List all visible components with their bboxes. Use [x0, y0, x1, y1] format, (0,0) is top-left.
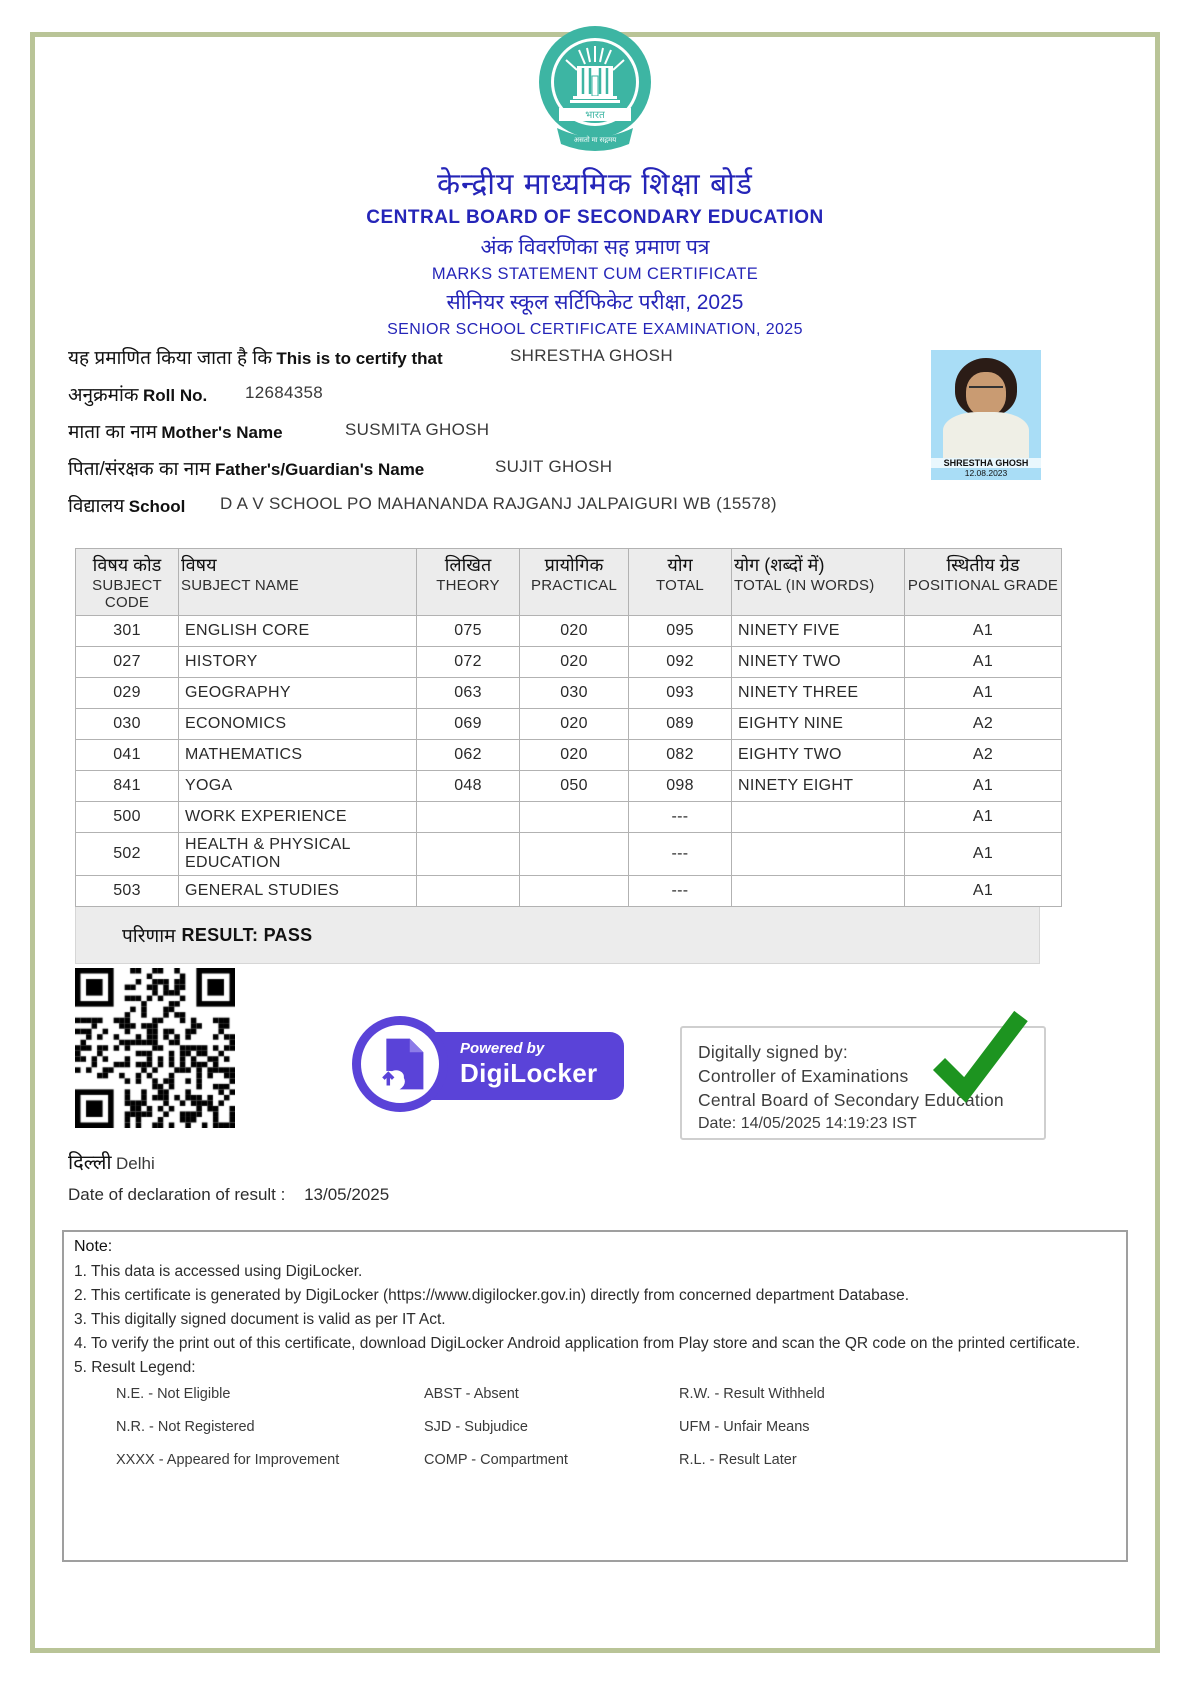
cell-theory: 069 — [417, 709, 520, 740]
cbse-emblem-icon — [535, 24, 655, 158]
cell-total: --- — [629, 802, 732, 833]
table-row — [76, 876, 1062, 907]
certify-label-hindi: यह प्रमाणित किया जाता है कि — [68, 348, 272, 369]
cell-name: YOGA — [179, 771, 417, 802]
qr-code — [75, 968, 235, 1128]
signature-date: Date: 14/05/2025 14:19:23 IST — [698, 1115, 917, 1132]
table-row — [76, 647, 1062, 678]
certify-label-english: This is to certify that — [276, 349, 443, 368]
table-row — [76, 709, 1062, 740]
cell-words — [732, 802, 905, 833]
doc-title-english: MARKS STATEMENT CUM CERTIFICATE — [431, 265, 759, 283]
column-header-english: PRACTICAL — [531, 577, 617, 594]
column-header-theory — [417, 549, 520, 616]
marks-table — [75, 548, 1062, 907]
column-header-english: THEORY — [436, 577, 500, 594]
cell-total: --- — [629, 876, 732, 907]
column-header-english: SUBJECT NAME — [181, 577, 299, 594]
cell-grade: A2 — [905, 740, 1062, 771]
cell-code: 500 — [76, 802, 179, 833]
cell-words — [732, 833, 905, 876]
cell-practical: 050 — [520, 771, 629, 802]
cell-grade: A1 — [905, 771, 1062, 802]
cell-name: GENERAL STUDIES — [179, 876, 417, 907]
cell-practical — [520, 802, 629, 833]
student-info — [68, 344, 918, 529]
note-item: 4. To verify the print out of this certificate, download DigiLocker Android application from Play store and scan the QR code on the printed certificate. — [74, 1335, 1081, 1352]
column-header-hindi: स्थितीय ग्रेड — [946, 555, 1020, 575]
place-line — [68, 1148, 155, 1175]
cell-theory: 062 — [417, 740, 520, 771]
cell-words: EIGHTY NINE — [732, 709, 905, 740]
cell-code: 027 — [76, 647, 179, 678]
cell-words: NINETY TWO — [732, 647, 905, 678]
doc-title-hindi: अंक विवरणिका सह प्रमाण पत्र — [480, 236, 710, 259]
logo-motto-text: असतो मा सद्गमय — [573, 137, 617, 144]
signature-valid-check-icon — [925, 1008, 1029, 1106]
mother-row — [68, 418, 918, 455]
digilocker-brand: DigiLocker — [460, 1058, 598, 1088]
legend-entry: R.W. - Result Withheld — [679, 1386, 825, 1402]
cell-name: GEOGRAPHY — [179, 678, 417, 709]
cell-code: 841 — [76, 771, 179, 802]
table-row — [76, 678, 1062, 709]
cell-code: 029 — [76, 678, 179, 709]
student-photo — [931, 350, 1041, 480]
mother-label-hindi: माता का नाम — [68, 422, 157, 443]
cell-words: EIGHTY TWO — [732, 740, 905, 771]
note-items — [74, 1260, 1116, 1380]
cell-code: 030 — [76, 709, 179, 740]
roll-row — [68, 381, 918, 418]
marks-table-body — [76, 616, 1062, 907]
cell-code: 301 — [76, 616, 179, 647]
legend-entry: SJD - Subjudice — [424, 1419, 528, 1435]
certify-row — [68, 344, 918, 381]
cell-theory: 063 — [417, 678, 520, 709]
cell-total: 092 — [629, 647, 732, 678]
cell-theory — [417, 802, 520, 833]
note-item: 1. This data is accessed using DigiLocker. — [74, 1263, 363, 1280]
signature-line-3: Central Board of Secondary Education — [698, 1090, 1004, 1110]
org-name-hindi: केन्द्रीय माध्यमिक शिक्षा बोर्ड — [437, 168, 753, 201]
cell-code: 503 — [76, 876, 179, 907]
cell-practical: 020 — [520, 616, 629, 647]
column-header-english: TOTAL — [656, 577, 704, 594]
table-row — [76, 802, 1062, 833]
mother-label-english: Mother's Name — [161, 423, 283, 442]
column-header-hindi: प्रायोगिक — [544, 555, 604, 575]
cell-name: HISTORY — [179, 647, 417, 678]
school-label-english: School — [128, 497, 186, 516]
place-english: Delhi — [116, 1154, 155, 1173]
cell-grade: A1 — [905, 833, 1062, 876]
column-header-english: SUBJECT CODE — [92, 577, 162, 611]
result-label-hindi: परिणाम — [122, 926, 176, 947]
cell-code: 502 — [76, 833, 179, 876]
note-title: Note: — [74, 1238, 113, 1255]
cell-total: 098 — [629, 771, 732, 802]
cell-theory: 072 — [417, 647, 520, 678]
cell-words: NINETY EIGHT — [732, 771, 905, 802]
cbse-logo — [0, 24, 1190, 158]
result-band — [75, 907, 1040, 964]
student-name: SHRESTHA GHOSH — [510, 346, 673, 365]
cell-name: ECONOMICS — [179, 709, 417, 740]
school-row — [68, 492, 918, 529]
legend-row — [74, 1419, 1116, 1435]
cell-theory: 075 — [417, 616, 520, 647]
place-hindi: दिल्ली — [68, 1152, 112, 1174]
photo-caption-date: 12.08.2023 — [964, 468, 1008, 478]
school-name: D A V SCHOOL PO MAHANANDA RAJGANJ JALPAIGURI WB (15578) — [220, 494, 777, 513]
cell-practical: 030 — [520, 678, 629, 709]
cell-practical: 020 — [520, 740, 629, 771]
declaration-date: 13/05/2025 — [304, 1185, 390, 1204]
father-name: SUJIT GHOSH — [495, 457, 613, 476]
digilocker-badge — [352, 1016, 624, 1114]
legend-entry: ABST - Absent — [424, 1386, 519, 1402]
note-item: 5. Result Legend: — [74, 1359, 196, 1376]
column-header-hindi: योग (शब्दों में) — [734, 555, 825, 575]
cell-practical: 020 — [520, 709, 629, 740]
father-label-hindi: पिता/संरक्षक का नाम — [68, 459, 211, 480]
column-header-words — [732, 549, 905, 616]
legend-entry: COMP - Compartment — [424, 1452, 568, 1468]
cell-grade: A1 — [905, 647, 1062, 678]
cell-name: WORK EXPERIENCE — [179, 802, 417, 833]
cell-words: NINETY FIVE — [732, 616, 905, 647]
cell-grade: A1 — [905, 616, 1062, 647]
signature-line-2: Controller of Examinations — [698, 1066, 909, 1086]
logo-banner-text: भारत — [585, 110, 605, 121]
cell-practical: 020 — [520, 647, 629, 678]
legend-entry: R.L. - Result Later — [679, 1452, 797, 1468]
cell-theory: 048 — [417, 771, 520, 802]
cell-theory — [417, 876, 520, 907]
certificate-header — [0, 24, 1190, 339]
table-header-row — [76, 549, 1062, 616]
legend-row — [74, 1452, 1116, 1468]
cell-grade: A1 — [905, 678, 1062, 709]
digilocker-icon — [352, 1016, 448, 1112]
signature-line-1: Digitally signed by: — [698, 1042, 848, 1062]
school-label-hindi: विद्यालय — [68, 496, 125, 517]
table-row — [76, 616, 1062, 647]
roll-label-english: Roll No. — [142, 386, 208, 405]
father-row — [68, 455, 918, 492]
cell-words — [732, 876, 905, 907]
declaration-label: Date of declaration of result : — [68, 1185, 286, 1204]
cell-total: 093 — [629, 678, 732, 709]
exam-title-english: SENIOR SCHOOL CERTIFICATE EXAMINATION, 2025 — [387, 321, 803, 338]
roll-number: 12684358 — [245, 383, 324, 402]
cell-total: --- — [629, 833, 732, 876]
note-box — [62, 1230, 1128, 1562]
father-label-english: Father's/Guardian's Name — [214, 460, 425, 479]
cell-total: 082 — [629, 740, 732, 771]
cell-theory — [417, 833, 520, 876]
cell-practical — [520, 876, 629, 907]
legend-entry: N.E. - Not Eligible — [116, 1386, 231, 1402]
column-header-hindi: विषय कोड — [92, 555, 162, 575]
table-row — [76, 833, 1062, 876]
cell-grade: A1 — [905, 802, 1062, 833]
cell-name: MATHEMATICS — [179, 740, 417, 771]
table-row — [76, 771, 1062, 802]
column-header-english: TOTAL (IN WORDS) — [734, 577, 875, 594]
result-value: RESULT: PASS — [181, 924, 313, 945]
cell-total: 089 — [629, 709, 732, 740]
column-header-hindi: योग — [667, 555, 693, 575]
marks-section — [75, 548, 1059, 964]
legend-entry: XXXX - Appeared for Improvement — [116, 1452, 340, 1468]
result-legend — [74, 1386, 1116, 1468]
legend-entry: N.R. - Not Registered — [116, 1419, 255, 1435]
mother-name: SUSMITA GHOSH — [345, 420, 490, 439]
column-header-practical — [520, 549, 629, 616]
column-header-english: POSITIONAL GRADE — [907, 577, 1059, 594]
marks-table-head — [76, 549, 1062, 616]
photo-caption-name: SHRESTHA GHOSH — [931, 458, 1041, 468]
digilocker-powered-by: Powered by — [460, 1040, 545, 1057]
cell-code: 041 — [76, 740, 179, 771]
cell-total: 095 — [629, 616, 732, 647]
column-header-grade — [905, 549, 1062, 616]
column-header-hindi: विषय — [181, 555, 217, 575]
column-header-hindi: लिखित — [444, 555, 492, 575]
legend-entry: UFM - Unfair Means — [679, 1419, 810, 1435]
org-name-english: CENTRAL BOARD OF SECONDARY EDUCATION — [366, 207, 824, 228]
legend-row — [74, 1386, 1116, 1402]
table-row — [76, 740, 1062, 771]
cell-grade: A1 — [905, 876, 1062, 907]
declaration-line — [68, 1185, 389, 1205]
column-header-code — [76, 549, 179, 616]
cell-name: HEALTH & PHYSICAL EDUCATION — [179, 833, 417, 876]
roll-label-hindi: अनुक्रमांक — [68, 385, 139, 406]
note-item: 2. This certificate is generated by DigiLocker (https://www.digilocker.gov.in) directly from concerned department Database. — [74, 1287, 910, 1304]
cell-practical — [520, 833, 629, 876]
cell-name: ENGLISH CORE — [179, 616, 417, 647]
note-item: 3. This digitally signed document is valid as per IT Act. — [74, 1311, 446, 1328]
column-header-total — [629, 549, 732, 616]
cell-grade: A2 — [905, 709, 1062, 740]
exam-title-hindi: सीनियर स्कूल सर्टिफिकेट परीक्षा, 2025 — [446, 291, 744, 314]
column-header-name — [179, 549, 417, 616]
cell-words: NINETY THREE — [732, 678, 905, 709]
